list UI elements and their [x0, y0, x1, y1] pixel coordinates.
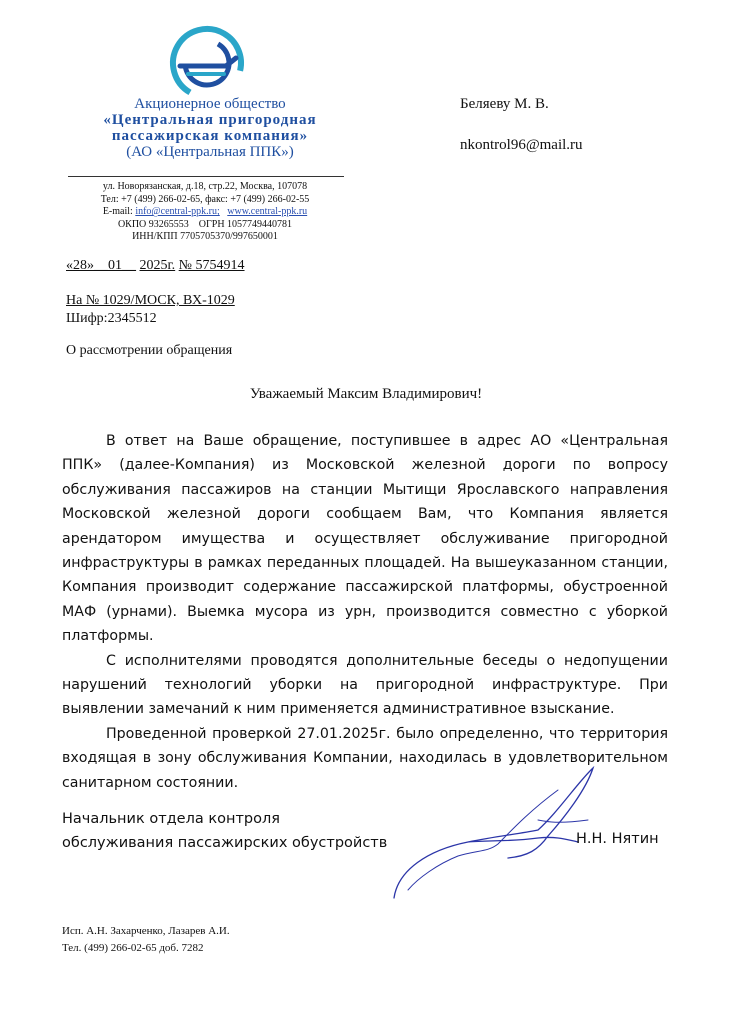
- letter-greeting: Уважаемый Максим Владимирович!: [249, 386, 483, 402]
- document-date-number: [66, 258, 245, 274]
- company-logo-icon: [166, 22, 248, 104]
- company-address: ул. Новорязанская, д.18, стр.22, Москва, 107078: [102, 181, 308, 192]
- company-phone: Тел: +7 (499) 266-02-65, факс: +7 (499) 266-02-55: [100, 193, 310, 205]
- company-contacts: [60, 181, 350, 244]
- company-name-line2: пассажирская компания»: [111, 128, 309, 144]
- recipient-email: nkontrol96@mail.ru: [460, 137, 583, 153]
- signatory-name: Н.Н. Нятин: [576, 831, 659, 847]
- document-reference: На № 1029/МОСК, ВХ-1029: [66, 293, 235, 308]
- company-name-line1: «Центральная пригородная: [103, 112, 317, 128]
- document-month: __01__: [94, 258, 136, 273]
- document-number: № 5754914: [178, 258, 245, 273]
- executor-names: Исп. А.Н. Захарченко, Лазарев А.И.: [62, 925, 230, 937]
- company-email-link[interactable]: info@central-ppk.ru;: [135, 206, 220, 218]
- letter-body: [62, 429, 668, 795]
- letter-paragraph: С исполнителями проводятся дополнительные беседы о недопущении нарушений технологий уборки на пригородной инфраструктуре. При выявлении замечаний к ним применяется административное взыскание.: [62, 652, 668, 718]
- letter-paragraph: Проведенной проверкой 27.01.2025г. было определенно, что территория входящая в зону обслуживания Компании, находилась в удовлетворительном санитарном состоянии.: [62, 725, 668, 791]
- executor-phone: Тел. (499) 266-02-65 доб. 7282: [62, 942, 204, 954]
- company-email-line: [60, 206, 350, 219]
- company-inn-kpp: ИНН/КПП 7705705370/997650001: [132, 231, 278, 243]
- recipient-name: Беляеву М. В.: [460, 96, 549, 112]
- company-okpo-ogrn: ОКПО 93265553 ОГРН 1057749440781: [117, 218, 293, 230]
- signatory-title: [62, 807, 387, 855]
- header-divider: [68, 176, 344, 177]
- document-subject: О рассмотрении обращения: [66, 343, 233, 358]
- document-day: «28»: [66, 258, 94, 273]
- signatory-title-line2: обслуживания пассажирских обустройств: [62, 835, 388, 851]
- executor-info: [62, 923, 230, 957]
- company-website-link[interactable]: www.central-ppk.ru: [227, 206, 308, 218]
- handwritten-signature-icon: [388, 760, 608, 910]
- company-short-name: (АО «Центральная ППК»): [126, 144, 294, 160]
- letter-paragraph: В ответ на Ваше обращение, поступившее в адрес АО «Центральная ППК» (далее-Компания) из Московской железной дороги по вопросу обслуживания пассажиров на станции Мытищи Ярославского направления Московской железной дороги сообщаем Вам, что Компания является арендатором имущества и осуществляет обслуживание пригородной инфраструктуры в рамках переданных площадей. На вышеуказанном станции, Компания производит содержание пассажирской платформы, обустроенной МАФ (урнами). Выемка мусора из урн, производится совместно с уборкой платформы.: [62, 433, 668, 645]
- signatory-title-line1: Начальник отдела контроля: [62, 811, 280, 827]
- company-header: [60, 96, 360, 161]
- document-cipher: Шифр:2345512: [66, 311, 157, 326]
- email-label: E-mail:: [102, 206, 133, 218]
- company-type: Акционерное общество: [134, 96, 286, 112]
- document-year: 2025г.: [139, 258, 176, 273]
